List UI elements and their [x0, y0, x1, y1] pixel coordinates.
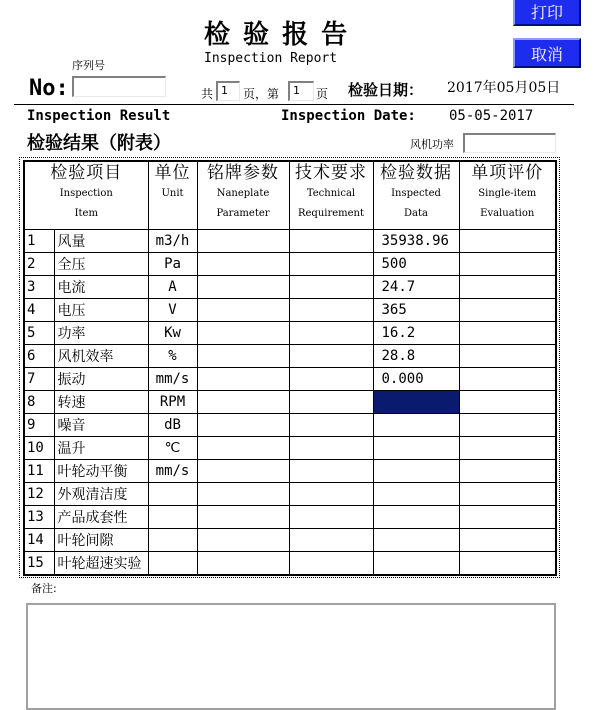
table-row	[24, 276, 556, 299]
pages-mid: 页，第	[243, 87, 280, 101]
row-index: 14	[24, 529, 54, 552]
row-requirement-cell[interactable]	[289, 391, 373, 414]
header-cn-text: 单项评价	[471, 163, 544, 183]
row-item: 噪音	[54, 414, 148, 437]
row-item: 功率	[54, 322, 148, 345]
fan-power-input[interactable]	[463, 133, 556, 153]
table-row	[24, 483, 556, 506]
row-unit: A	[148, 276, 197, 299]
print-button[interactable]: 打印	[513, 0, 581, 26]
row-nameplate-cell[interactable]	[197, 345, 289, 368]
row-evaluation-cell[interactable]	[459, 253, 556, 276]
header-single-item-evaluation	[459, 161, 556, 230]
header-unit	[148, 161, 197, 230]
row-inspected-data[interactable]	[373, 529, 459, 552]
notes-label: 备注:	[31, 582, 57, 595]
table-row	[24, 529, 556, 552]
row-nameplate-cell[interactable]	[197, 506, 289, 529]
inspection-date-en-label: Inspection Date:	[281, 108, 416, 124]
row-index: 11	[24, 460, 54, 483]
row-unit	[148, 483, 197, 506]
row-item: 叶轮动平衡	[54, 460, 148, 483]
row-requirement-cell[interactable]	[289, 345, 373, 368]
row-evaluation-cell[interactable]	[459, 414, 556, 437]
row-inspected-data[interactable]: 16.2	[373, 322, 459, 345]
divider	[14, 104, 574, 105]
notes-textarea[interactable]	[26, 603, 556, 710]
date-value: 2017年05月05日	[447, 80, 561, 96]
page-subtitle: Inspection Report	[204, 51, 338, 66]
row-index: 4	[24, 299, 54, 322]
inspection-table	[23, 160, 557, 576]
row-requirement-cell[interactable]	[289, 253, 373, 276]
row-unit: RPM	[148, 391, 197, 414]
row-index: 6	[24, 345, 54, 368]
cancel-button[interactable]: 取消	[513, 38, 581, 68]
row-index: 5	[24, 322, 54, 345]
pages-prefix: 共	[201, 87, 214, 101]
row-unit	[148, 552, 197, 576]
fan-power-label: 风机功率	[410, 138, 454, 151]
row-nameplate-cell[interactable]	[197, 437, 289, 460]
header-en1-text: Unit	[161, 188, 184, 199]
table-row	[24, 460, 556, 483]
header-cn-text: 铭牌参数	[207, 163, 279, 183]
row-requirement-cell[interactable]	[289, 529, 373, 552]
row-nameplate-cell[interactable]	[197, 276, 289, 299]
row-requirement-cell[interactable]	[289, 276, 373, 299]
row-requirement-cell[interactable]	[289, 414, 373, 437]
row-requirement-cell[interactable]	[289, 506, 373, 529]
row-evaluation-cell[interactable]	[459, 529, 556, 552]
header-en1-text: Naneplate	[216, 188, 270, 199]
row-unit	[148, 506, 197, 529]
row-requirement-cell[interactable]	[289, 230, 373, 253]
row-requirement-cell[interactable]	[289, 322, 373, 345]
row-requirement-cell[interactable]	[289, 483, 373, 506]
header-cn-text: 技术要求	[295, 163, 367, 183]
row-index: 3	[24, 276, 54, 299]
pages-total-input[interactable]: 1	[216, 81, 240, 101]
table-row	[24, 368, 556, 391]
row-index: 12	[24, 483, 54, 506]
row-item: 风机效率	[54, 345, 148, 368]
row-evaluation-cell[interactable]	[459, 483, 556, 506]
row-item: 全压	[54, 253, 148, 276]
row-item: 产品成套性	[54, 506, 148, 529]
row-unit: dB	[148, 414, 197, 437]
row-requirement-cell[interactable]	[289, 368, 373, 391]
table-row	[24, 391, 556, 414]
row-unit: mm/s	[148, 368, 197, 391]
serial-label: 序列号	[72, 59, 105, 72]
row-inspected-data[interactable]: 35938.96	[373, 230, 459, 253]
table-row	[24, 299, 556, 322]
row-unit: ℃	[148, 437, 197, 460]
row-item: 电压	[54, 299, 148, 322]
row-index: 13	[24, 506, 54, 529]
row-evaluation-cell[interactable]	[459, 391, 556, 414]
row-index: 1	[24, 230, 54, 253]
row-unit: %	[148, 345, 197, 368]
pages-current-input[interactable]: 1	[288, 81, 314, 101]
row-inspected-data[interactable]	[373, 414, 459, 437]
row-inspected-data[interactable]	[373, 483, 459, 506]
row-nameplate-cell[interactable]	[197, 322, 289, 345]
row-requirement-cell[interactable]	[289, 299, 373, 322]
row-nameplate-cell[interactable]	[197, 552, 289, 576]
pages-suffix: 页	[316, 87, 329, 101]
page-title: 检 验 报 告	[204, 20, 350, 50]
header-en1-text: Technical	[306, 188, 356, 199]
row-inspected-data[interactable]: 365	[373, 299, 459, 322]
row-inspected-data[interactable]: 28.8	[373, 345, 459, 368]
row-evaluation-cell[interactable]	[459, 552, 556, 576]
row-evaluation-cell[interactable]	[459, 437, 556, 460]
row-nameplate-cell[interactable]	[197, 230, 289, 253]
result-en-label: Inspection Result	[27, 108, 171, 124]
row-inspected-data[interactable]: 500	[373, 253, 459, 276]
row-nameplate-cell[interactable]	[197, 460, 289, 483]
row-index: 8	[24, 391, 54, 414]
row-nameplate-cell[interactable]	[197, 483, 289, 506]
row-nameplate-cell[interactable]	[197, 253, 289, 276]
row-inspected-data[interactable]	[373, 506, 459, 529]
row-index: 10	[24, 437, 54, 460]
table-row	[24, 437, 556, 460]
table-row	[24, 506, 556, 529]
table-row	[24, 414, 556, 437]
row-evaluation-cell[interactable]	[459, 299, 556, 322]
row-index: 15	[24, 552, 54, 576]
header-en2-text: Item	[74, 208, 98, 219]
row-inspected-data[interactable]	[373, 437, 459, 460]
row-inspected-data[interactable]: 24.7	[373, 276, 459, 299]
row-unit: Pa	[148, 253, 197, 276]
row-unit: V	[148, 299, 197, 322]
header-cn-text: 检验项目	[50, 163, 123, 183]
row-evaluation-cell[interactable]	[459, 506, 556, 529]
row-unit: Kw	[148, 322, 197, 345]
row-inspected-data[interactable]: 0.000	[373, 368, 459, 391]
table-row	[24, 230, 556, 253]
table-row	[24, 253, 556, 276]
header-en2-text: Data	[404, 208, 428, 219]
header-en2-text: Evaluation	[480, 208, 535, 219]
table-row	[24, 322, 556, 345]
row-unit	[148, 529, 197, 552]
row-evaluation-cell[interactable]	[459, 460, 556, 483]
header-cn-text: 单位	[154, 163, 191, 183]
row-index: 2	[24, 253, 54, 276]
row-item: 叶轮超速实验	[54, 552, 148, 576]
row-unit: mm/s	[148, 460, 197, 483]
row-evaluation-cell[interactable]	[459, 276, 556, 299]
header-en1-text: Inspected	[391, 188, 441, 199]
header-inspection-item	[24, 161, 148, 230]
row-item: 叶轮间隙	[54, 529, 148, 552]
selected-data-cell[interactable]	[373, 391, 459, 414]
row-item: 温升	[54, 437, 148, 460]
row-index: 7	[24, 368, 54, 391]
row-nameplate-cell[interactable]	[197, 391, 289, 414]
header-en2-text: Requirement	[297, 208, 365, 219]
header-nameplate-parameter	[197, 161, 289, 230]
row-unit: m3/h	[148, 230, 197, 253]
row-evaluation-cell[interactable]	[459, 345, 556, 368]
row-inspected-data[interactable]	[373, 460, 459, 483]
serial-input[interactable]	[72, 76, 166, 97]
table-header-row	[24, 161, 556, 230]
row-nameplate-cell[interactable]	[197, 414, 289, 437]
header-cn-text: 检验数据	[380, 163, 452, 183]
date-label: 检验日期：	[348, 81, 424, 99]
result-cn-label: 检验结果（附表）	[27, 133, 171, 154]
row-requirement-cell[interactable]	[289, 437, 373, 460]
header-en1-text: Single-item	[478, 188, 537, 199]
row-item: 风量	[54, 230, 148, 253]
row-evaluation-cell[interactable]	[459, 322, 556, 345]
row-item: 外观清洁度	[54, 483, 148, 506]
row-evaluation-cell[interactable]	[459, 368, 556, 391]
table-row	[24, 552, 556, 576]
header-en2-text: Parameter	[216, 208, 270, 219]
header-inspected-data	[373, 161, 459, 230]
inspection-date-en-value: 05-05-2017	[449, 108, 534, 124]
row-nameplate-cell[interactable]	[197, 529, 289, 552]
header-en1-text: Inspection	[59, 188, 113, 199]
row-item: 振动	[54, 368, 148, 391]
row-nameplate-cell[interactable]	[197, 299, 289, 322]
row-requirement-cell[interactable]	[289, 460, 373, 483]
row-inspected-data[interactable]	[373, 552, 459, 576]
header-technical-requirement	[289, 161, 373, 230]
no-label: No:	[29, 76, 69, 101]
table-row	[24, 345, 556, 368]
row-item: 电流	[54, 276, 148, 299]
row-item: 转速	[54, 391, 148, 414]
row-nameplate-cell[interactable]	[197, 368, 289, 391]
row-index: 9	[24, 414, 54, 437]
row-evaluation-cell[interactable]	[459, 230, 556, 253]
row-requirement-cell[interactable]	[289, 552, 373, 576]
